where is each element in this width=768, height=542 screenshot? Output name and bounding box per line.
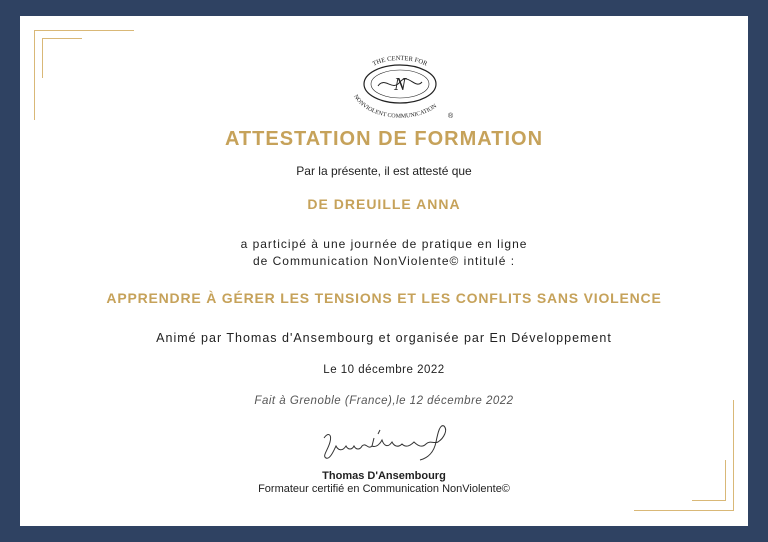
corner-ornament-top-left	[42, 38, 43, 78]
logo-top-text: THE CENTER FOR	[371, 54, 429, 68]
recipient-name: DE DREUILLE ANNA	[307, 196, 461, 212]
corner-ornament-bottom-right	[692, 500, 726, 501]
logo-bottom-text: NONVIOLENT COMMUNICATION	[352, 93, 438, 120]
certificate-title: ATTESTATION DE FORMATION	[224, 128, 544, 150]
signature	[316, 420, 456, 462]
signer-role: Formateur certifié en Communication NonViolente©	[258, 483, 510, 495]
participation-text	[20, 236, 748, 270]
corner-ornament-bottom-right	[634, 510, 734, 511]
participation-line-1: a participé à une journée de pratique en ligne	[240, 237, 528, 251]
signer-name: Thomas D'Ansembourg	[322, 470, 446, 482]
logo-registered: ®	[448, 113, 454, 120]
logo-monogram: N	[393, 74, 407, 94]
corner-ornament-top-left	[34, 30, 35, 120]
corner-ornament-top-left	[42, 38, 82, 39]
training-date: Le 10 décembre 2022	[323, 364, 445, 376]
issue-place-date: Fait à Grenoble (France),le 12 décembre 2022	[254, 395, 514, 407]
corner-ornament-top-left	[34, 30, 134, 31]
intro-text: Par la présente, il est attesté que	[296, 164, 472, 178]
cnvc-logo	[340, 42, 460, 120]
animator-text: Animé par Thomas d'Ansembourg et organisée par En Développement	[156, 331, 612, 345]
course-title: APPRENDRE À GÉRER LES TENSIONS ET LES CONFLITS SANS VIOLENCE	[106, 290, 662, 306]
participation-line-2: de Communication NonViolente© intitulé :	[252, 254, 516, 268]
certificate-page	[20, 16, 748, 526]
